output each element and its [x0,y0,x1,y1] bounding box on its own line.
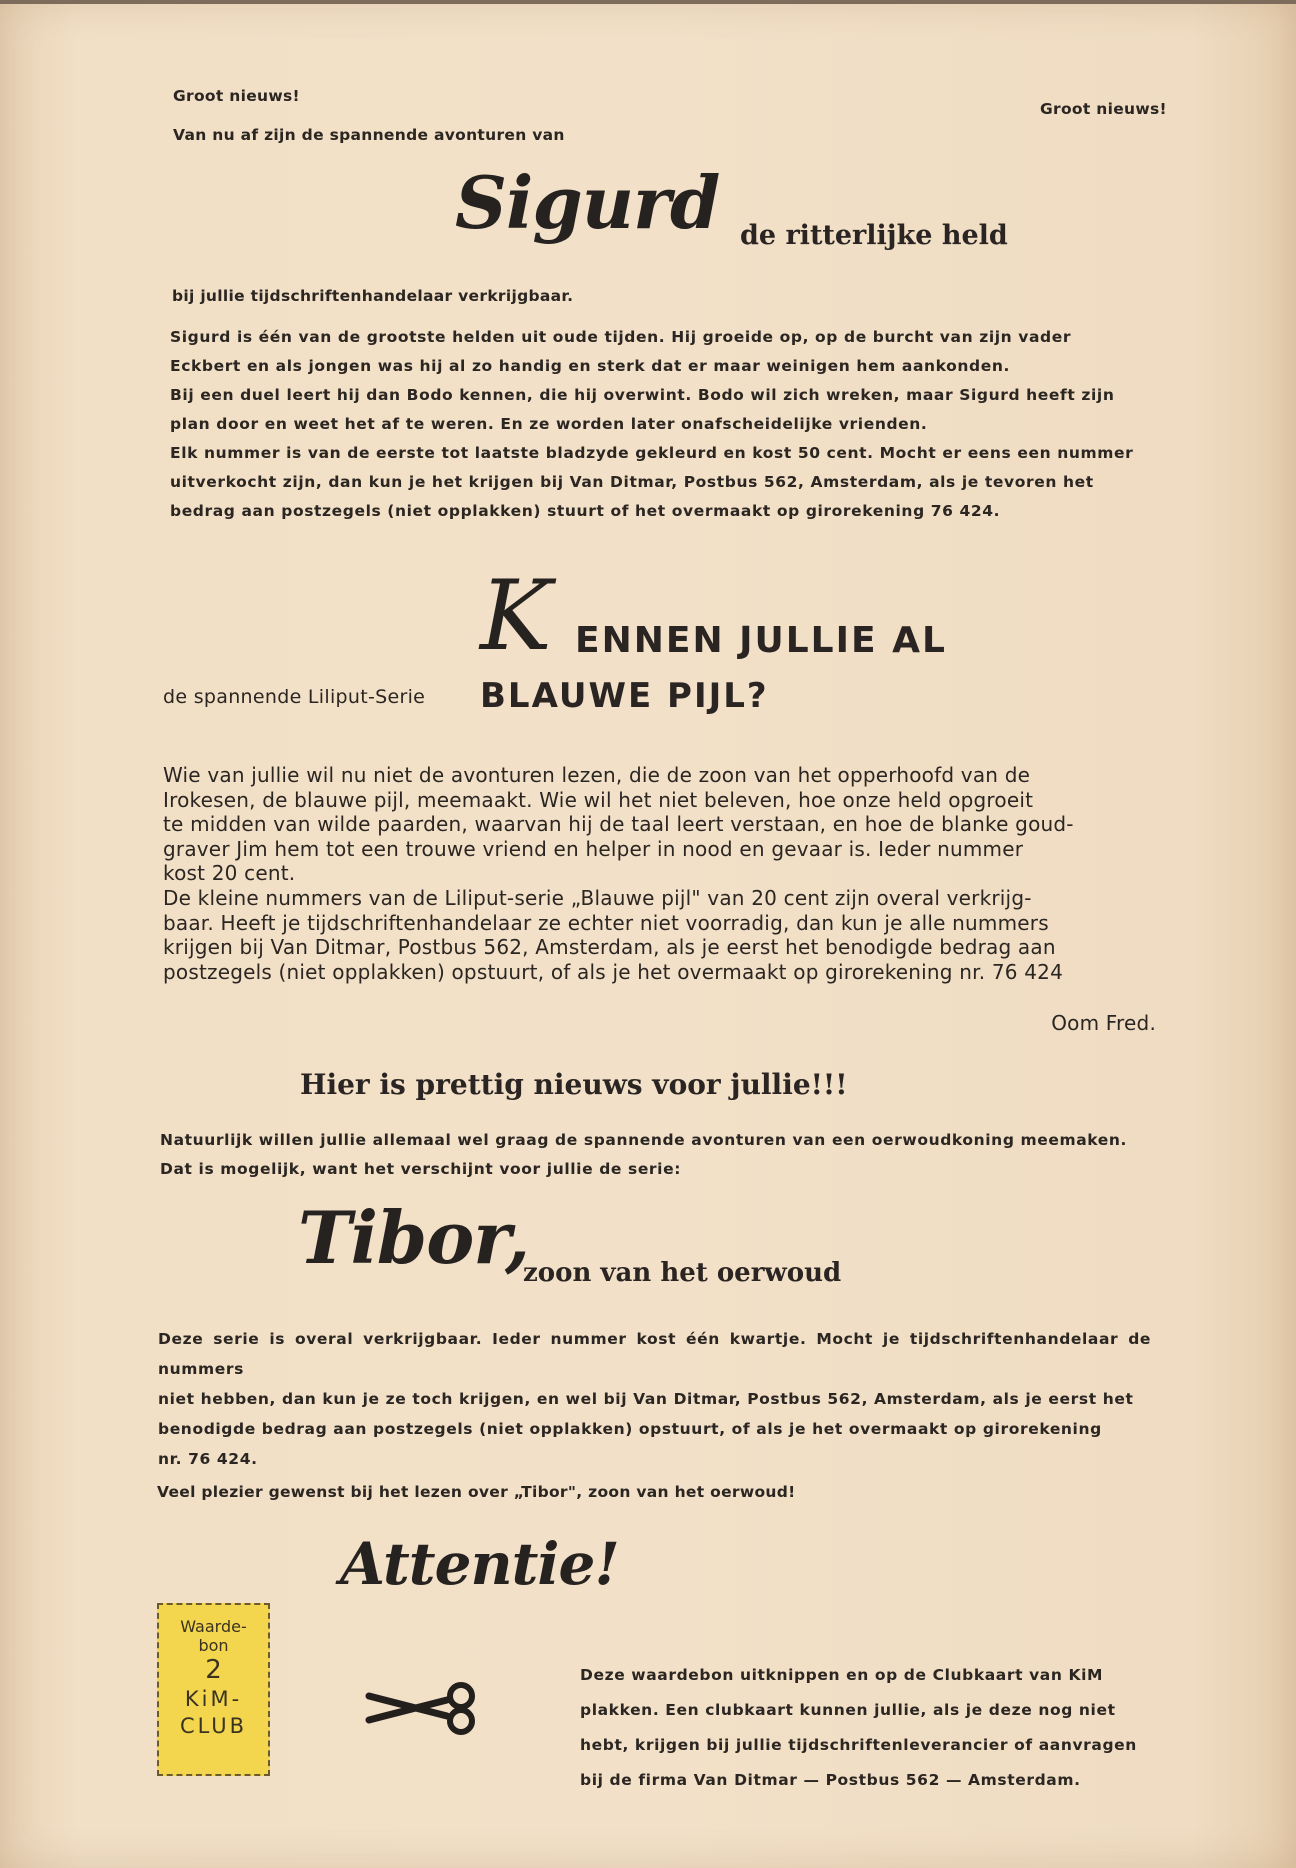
coupon-line3: KiM- [184,1687,243,1711]
sigurd-line: Bij een duel leert hij dan Bodo kennen, die hij overwint. Bodo wil zich wreken, maar Sigurd heeft zijn [170,386,1115,404]
sigurd-line: bedrag aan postzegels (niet opplakken) stuurt of het overmaakt op girorekening 76 424. [170,502,1001,520]
blauwe-initial: K [480,560,551,672]
tibor-intro [160,1126,1153,1184]
sigurd-line: Sigurd is één van de grootste helden uit oude tijden. Hij groeide op, op de burcht van zijn vader [170,328,1072,346]
blauwe-line: postzegels (niet opplakken) opstuurt, of als je het overmaakt op girorekening nr. 76 424 [163,959,1064,984]
sigurd-logo: Sigurd [455,160,720,245]
blauwe-line: kost 20 cent. [163,861,296,886]
blauwe-line: krijgen bij Van Ditmar, Postbus 562, Amsterdam, als je eerst het benodigde bedrag aan [163,935,1056,960]
waardebon-coupon [157,1603,270,1776]
sigurd-tagline: de ritterlijke held [740,220,1008,251]
sigurd-line: Elk nummer is van de eerste tot laatste bladzyde gekleurd en kost 50 cent. Mocht er eens een nummer [170,444,1134,462]
tibor-heading: Hier is prettig nieuws voor jullie!!! [300,1068,848,1101]
tibor-intro-line: Dat is mogelijk, want het verschijnt voor jullie de serie: [160,1160,681,1178]
coupon-line1: Waarde- [180,1617,247,1636]
attentie-line: plakken. Een clubkaart kunnen jullie, als je deze nog niet [580,1701,1116,1719]
attentie-line: hebt, krijgen bij jullie tijdschriftenleverancier of aanvragen [580,1736,1137,1754]
attentie-line: Deze waardebon uitknippen en op de Clubkaart van KiM [580,1666,1104,1684]
header-right-text: Groot nieuws! [1040,100,1167,118]
coupon-number: 2 [205,1655,222,1685]
page-top-edge [0,0,1296,4]
tibor-tagline: zoon van het oerwoud [523,1258,842,1288]
blauwe-signature: Oom Fred. [1051,1011,1156,1035]
blauwe-line: De kleine nummers van de Liliput-serie „Blauwe pijl" van 20 cent zijn overal verkrijg- [163,885,1032,910]
attentie-paragraph [580,1658,1150,1798]
blauwe-heading: ENNEN JULLIE AL [575,620,947,661]
sigurd-line: Eckbert en als jongen was hij al zo handig en sterk dat er maar weinigen hem aankonden. [170,357,1010,375]
scissors-icon [365,1678,485,1738]
blauwe-line: te midden van wilde paarden, waarvan hij de taal leert verstaan, en hoe de blanke goud- [163,812,1074,837]
blauwe-sub-prefix: de spannende Liliput-Serie [163,686,426,708]
coupon-line2: bon [198,1636,229,1655]
tibor-intro-line: Natuurlijk willen jullie allemaal wel graag de spannende avonturen van een oerwoudkoning meemaken. [160,1131,1128,1149]
sigurd-lead: bij jullie tijdschriftenhandelaar verkrijgbaar. [172,287,574,305]
sigurd-paragraph [170,323,1163,526]
blauwe-paragraph [163,763,1156,984]
header-left-text: Groot nieuws! [173,87,300,105]
tibor-line: niet hebben, dan kun je ze toch krijgen, en wel bij Van Ditmar, Postbus 562, Amsterdam, als je eerst het [158,1390,1134,1408]
blauwe-line: Irokesen, de blauwe pijl, meemaakt. Wie wil het niet beleven, hoe onze held opgroeit [163,787,1034,812]
sigurd-line: plan door en weet het af te weren. En ze worden later onafscheidelijke vrienden. [170,415,928,433]
tibor-line: benodigde bedrag aan postzegels (niet opplakken) opstuurt, of als je het overmaakt op girorekening [158,1420,1102,1438]
attentie-line: bij de firma Van Ditmar — Postbus 562 — Amsterdam. [580,1771,1081,1789]
tibor-paragraph [158,1324,1151,1474]
tibor-logo: Tibor, [298,1195,530,1280]
attentie-heading: Attentie! [340,1530,619,1598]
blauwe-line: baar. Heeft je tijdschriftenhandelaar ze echter niet voorradig, dan kun je alle nummers [163,910,1049,935]
tibor-closing: Veel plezier gewenst bij het lezen over „Tibor", zoon van het oerwoud! [157,1483,796,1501]
tibor-line: Deze serie is overal verkrijgbaar. Ieder nummer kost één kwartje. Mocht je tijdschriftenhandelaar de nummers [158,1330,1151,1378]
blauwe-sub-title: BLAUWE PIJL? [480,676,769,716]
sigurd-line: uitverkocht zijn, dan kun je het krijgen bij Van Ditmar, Postbus 562, Amsterdam, als je tevoren het [170,473,1094,491]
blauwe-line: Wie van jullie wil nu niet de avonturen lezen, die de zoon van het opperhoofd van de [163,763,1031,787]
header-intro: Van nu af zijn de spannende avonturen van [173,126,565,144]
coupon-line4: CLUB [179,1714,248,1738]
tibor-line: nr. 76 424. [158,1450,258,1468]
blauwe-line: graver Jim hem tot een trouwe vriend en helper in nood en gevaar is. Ieder nummer [163,836,1024,861]
